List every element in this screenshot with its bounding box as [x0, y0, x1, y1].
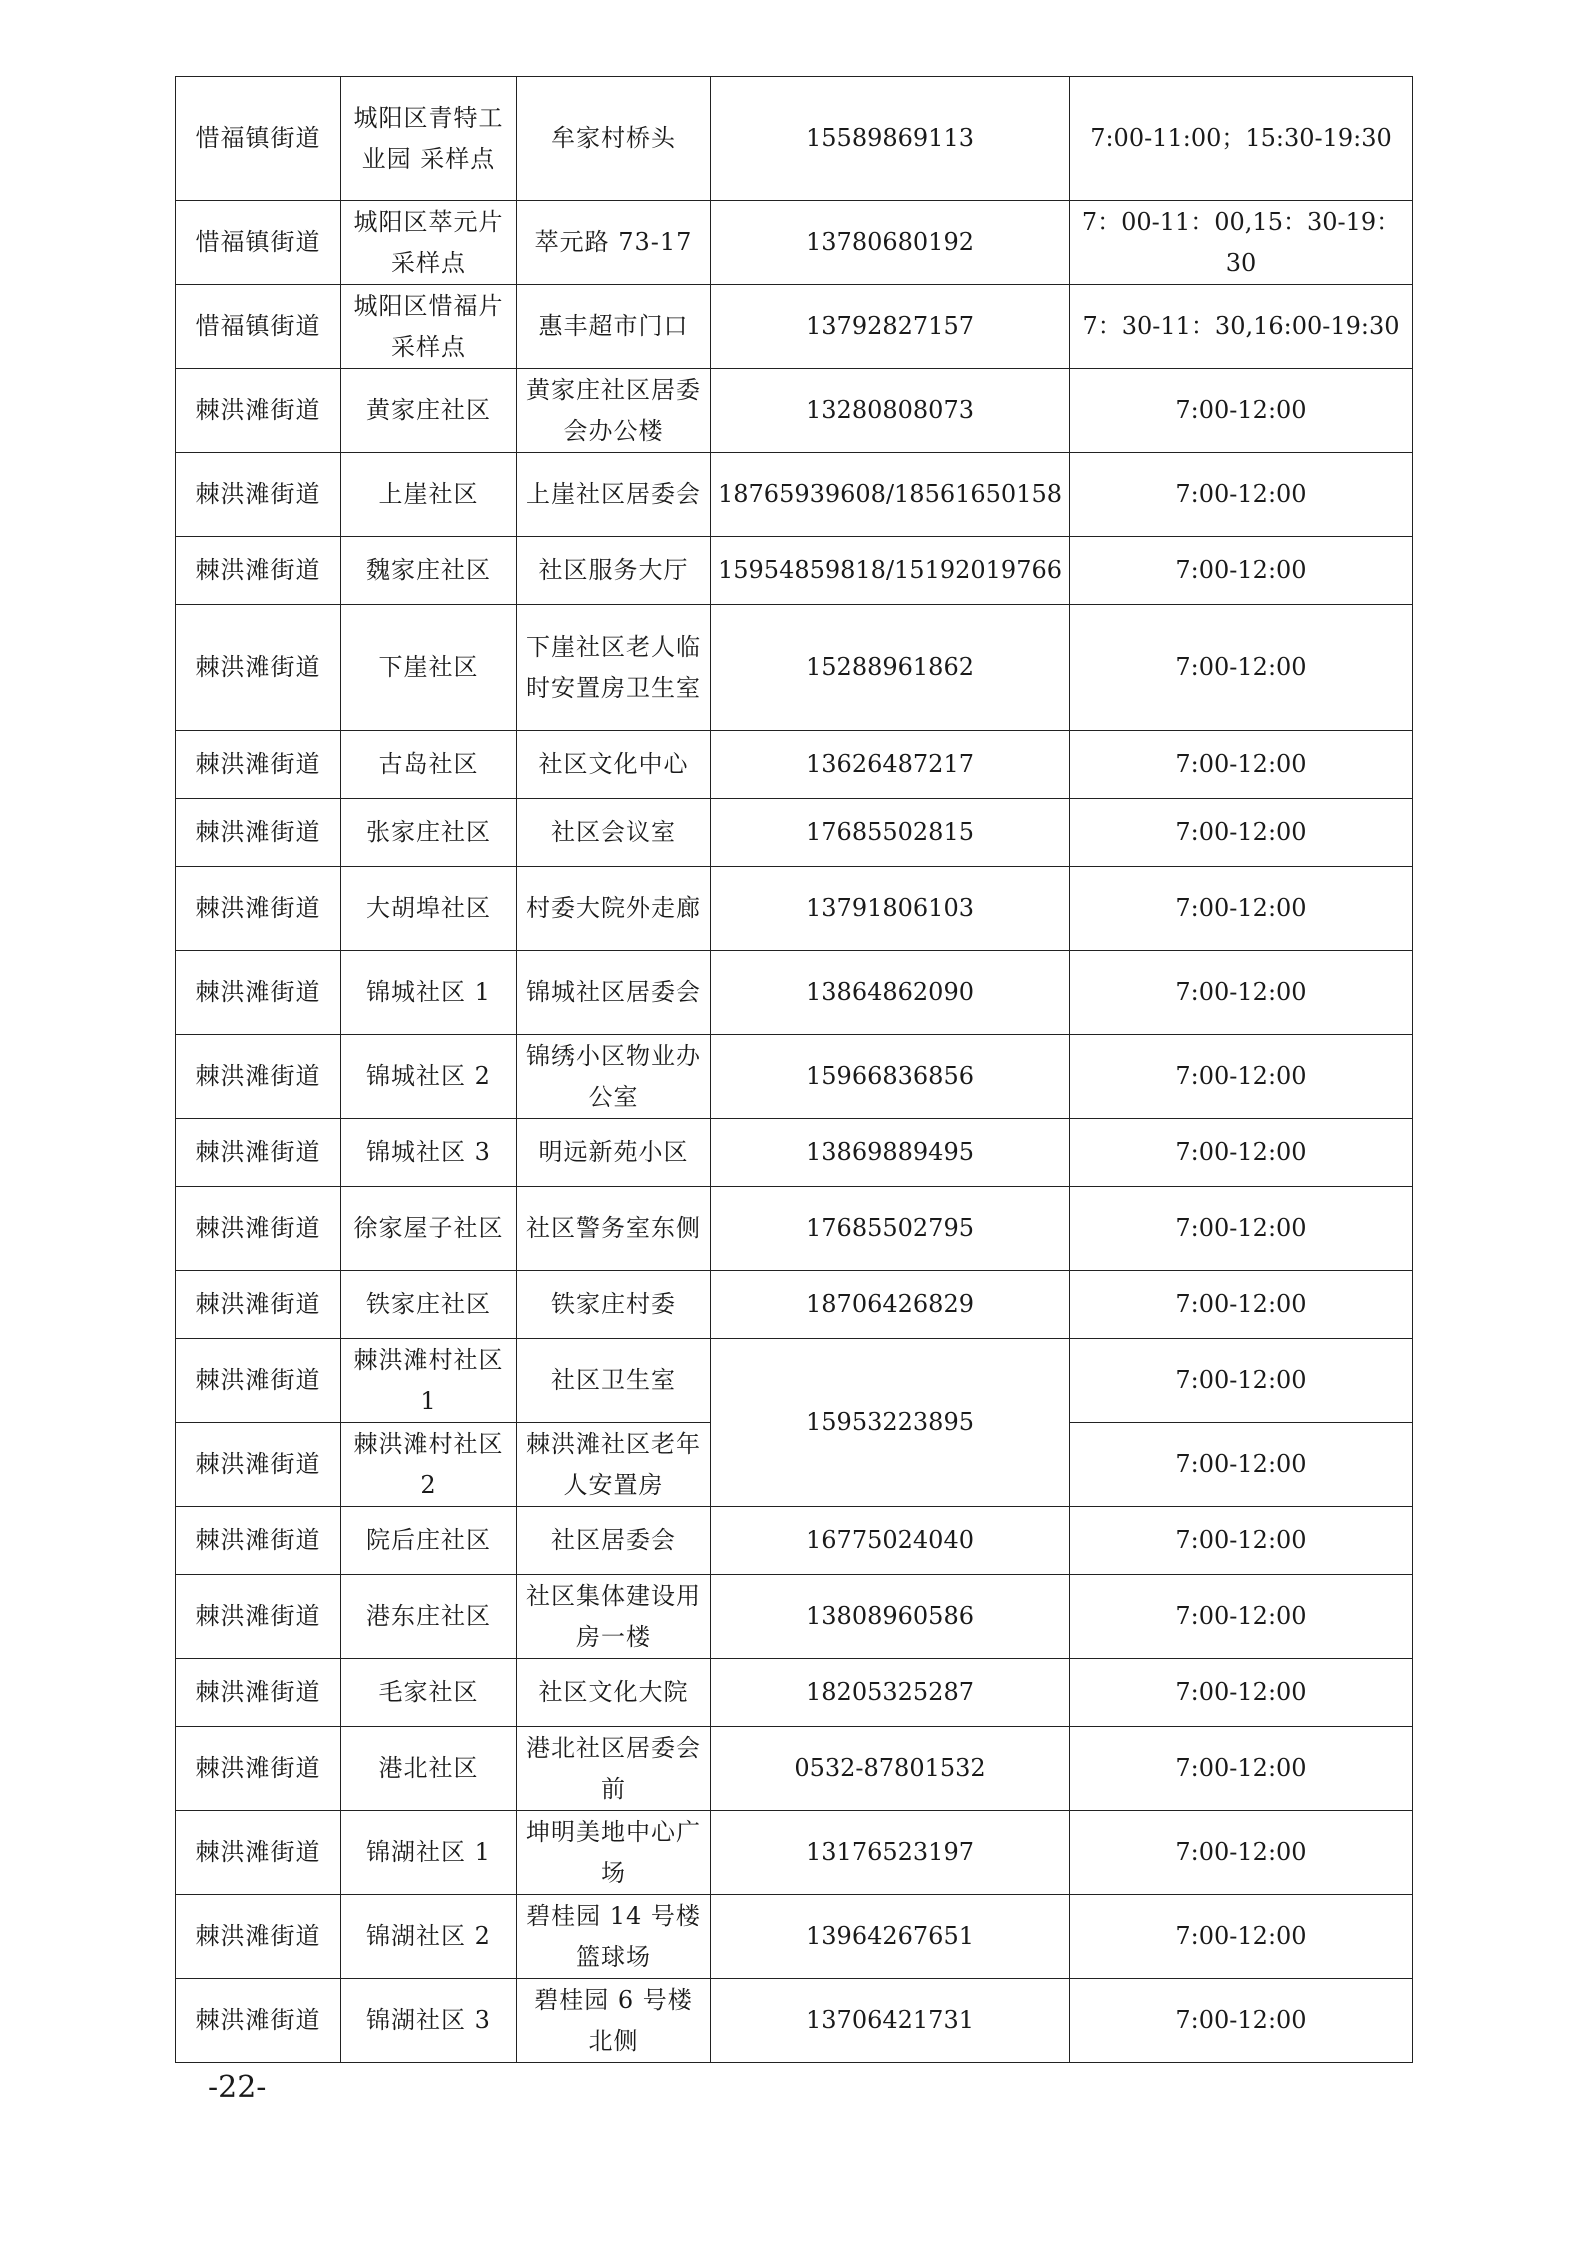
time-cell: 7:00-12:00: [1070, 1811, 1413, 1895]
site-name-cell: 魏家庄社区: [341, 537, 517, 605]
location-cell: 惠丰超市门口: [517, 285, 711, 369]
site-name-cell: 张家庄社区: [341, 799, 517, 867]
table-row: [176, 537, 1413, 605]
phone-cell: 13791806103: [711, 867, 1070, 951]
street-cell: 棘洪滩街道: [176, 1659, 341, 1727]
table-row: [176, 1187, 1413, 1271]
location-cell: 锦城社区居委会: [517, 951, 711, 1035]
location-cell: 社区文化大院: [517, 1659, 711, 1727]
location-cell: 明远新苑小区: [517, 1119, 711, 1187]
site-name-cell: 徐家屋子社区: [341, 1187, 517, 1271]
time-cell: 7：30-11：30,16:00-19:30: [1070, 285, 1413, 369]
table-row: [176, 1811, 1413, 1895]
street-cell: 棘洪滩街道: [176, 1187, 341, 1271]
table-row: [176, 1895, 1413, 1979]
phone-cell: 0532-87801532: [711, 1727, 1070, 1811]
table-row: [176, 1271, 1413, 1339]
site-name-cell: 下崖社区: [341, 605, 517, 731]
phone-cell: 13626487217: [711, 731, 1070, 799]
location-cell: 黄家庄社区居委会办公楼: [517, 369, 711, 453]
street-cell: 棘洪滩街道: [176, 369, 341, 453]
location-cell: 坤明美地中心广场: [517, 1811, 711, 1895]
table-row: [176, 867, 1413, 951]
street-cell: 棘洪滩街道: [176, 605, 341, 731]
street-cell: 棘洪滩街道: [176, 1035, 341, 1119]
table-row: [176, 77, 1413, 201]
phone-cell: 17685502795: [711, 1187, 1070, 1271]
location-cell: 碧桂园 6 号楼北侧: [517, 1979, 711, 2063]
street-cell: 棘洪滩街道: [176, 1575, 341, 1659]
phone-cell: 15966836856: [711, 1035, 1070, 1119]
table-body: [176, 77, 1413, 2063]
street-cell: 棘洪滩街道: [176, 1507, 341, 1575]
table-row: [176, 1979, 1413, 2063]
site-name-cell: 毛家社区: [341, 1659, 517, 1727]
site-name-cell: 城阳区青特工业园 采样点: [341, 77, 517, 201]
table-row: [176, 731, 1413, 799]
time-cell: 7:00-12:00: [1070, 1423, 1413, 1507]
phone-cell: 13964267651: [711, 1895, 1070, 1979]
site-name-cell: 棘洪滩村社区 2: [341, 1423, 517, 1507]
site-name-cell: 锦湖社区 1: [341, 1811, 517, 1895]
table-row: [176, 605, 1413, 731]
phone-cell: 15954859818/15192019766: [711, 537, 1070, 605]
site-name-cell: 锦城社区 2: [341, 1035, 517, 1119]
time-cell: 7:00-12:00: [1070, 799, 1413, 867]
street-cell: 棘洪滩街道: [176, 1119, 341, 1187]
table-row: [176, 285, 1413, 369]
location-cell: 社区警务室东侧: [517, 1187, 711, 1271]
time-cell: 7:00-12:00: [1070, 1895, 1413, 1979]
location-cell: 社区卫生室: [517, 1339, 711, 1423]
phone-cell: 13869889495: [711, 1119, 1070, 1187]
location-cell: 社区服务大厅: [517, 537, 711, 605]
street-cell: 棘洪滩街道: [176, 867, 341, 951]
site-name-cell: 港东庄社区: [341, 1575, 517, 1659]
location-cell: 社区居委会: [517, 1507, 711, 1575]
time-cell: 7:00-12:00: [1070, 605, 1413, 731]
street-cell: 棘洪滩街道: [176, 951, 341, 1035]
time-cell: 7:00-12:00: [1070, 1575, 1413, 1659]
location-cell: 锦绣小区物业办公室: [517, 1035, 711, 1119]
phone-cell: 18706426829: [711, 1271, 1070, 1339]
table-row: [176, 1035, 1413, 1119]
table-row: [176, 369, 1413, 453]
time-cell: 7:00-12:00: [1070, 731, 1413, 799]
table-row: [176, 1507, 1413, 1575]
location-cell: 碧桂园 14 号楼篮球场: [517, 1895, 711, 1979]
time-cell: 7:00-12:00: [1070, 1187, 1413, 1271]
phone-cell: 15953223895: [711, 1339, 1070, 1507]
street-cell: 棘洪滩街道: [176, 1979, 341, 2063]
location-cell: 社区文化中心: [517, 731, 711, 799]
table-row: [176, 951, 1413, 1035]
time-cell: 7:00-12:00: [1070, 1659, 1413, 1727]
street-cell: 棘洪滩街道: [176, 1727, 341, 1811]
street-cell: 棘洪滩街道: [176, 1339, 341, 1423]
time-cell: 7：00-11：00,15：30-19：30: [1070, 201, 1413, 285]
location-cell: 社区集体建设用房一楼: [517, 1575, 711, 1659]
site-name-cell: 大胡埠社区: [341, 867, 517, 951]
location-cell: 港北社区居委会前: [517, 1727, 711, 1811]
street-cell: 棘洪滩街道: [176, 1423, 341, 1507]
site-name-cell: 锦湖社区 2: [341, 1895, 517, 1979]
phone-cell: 15589869113: [711, 77, 1070, 201]
phone-cell: 18765939608/18561650158: [711, 453, 1070, 537]
site-name-cell: 锦城社区 3: [341, 1119, 517, 1187]
time-cell: 7:00-12:00: [1070, 1271, 1413, 1339]
site-name-cell: 城阳区惜福片采样点: [341, 285, 517, 369]
phone-cell: 13280808073: [711, 369, 1070, 453]
location-cell: 萃元路 73-17: [517, 201, 711, 285]
time-cell: 7:00-12:00: [1070, 1507, 1413, 1575]
site-name-cell: 黄家庄社区: [341, 369, 517, 453]
site-name-cell: 院后庄社区: [341, 1507, 517, 1575]
phone-cell: 13864862090: [711, 951, 1070, 1035]
table-row: [176, 1727, 1413, 1811]
street-cell: 棘洪滩街道: [176, 453, 341, 537]
time-cell: 7:00-11:00；15:30-19:30: [1070, 77, 1413, 201]
table-row: [176, 1575, 1413, 1659]
street-cell: 棘洪滩街道: [176, 799, 341, 867]
site-name-cell: 铁家庄社区: [341, 1271, 517, 1339]
site-name-cell: 锦湖社区 3: [341, 1979, 517, 2063]
phone-cell: 13808960586: [711, 1575, 1070, 1659]
site-name-cell: 锦城社区 1: [341, 951, 517, 1035]
site-name-cell: 城阳区萃元片采样点: [341, 201, 517, 285]
location-cell: 铁家庄村委: [517, 1271, 711, 1339]
sampling-sites-table: [175, 76, 1413, 2063]
street-cell: 惜福镇街道: [176, 77, 341, 201]
phone-cell: 18205325287: [711, 1659, 1070, 1727]
time-cell: 7:00-12:00: [1070, 951, 1413, 1035]
street-cell: 惜福镇街道: [176, 285, 341, 369]
time-cell: 7:00-12:00: [1070, 453, 1413, 537]
street-cell: 惜福镇街道: [176, 201, 341, 285]
table-row: [176, 1659, 1413, 1727]
table-row: [176, 201, 1413, 285]
site-name-cell: 古岛社区: [341, 731, 517, 799]
location-cell: 上崖社区居委会: [517, 453, 711, 537]
phone-cell: 17685502815: [711, 799, 1070, 867]
street-cell: 棘洪滩街道: [176, 1811, 341, 1895]
location-cell: 棘洪滩社区老年人安置房: [517, 1423, 711, 1507]
time-cell: 7:00-12:00: [1070, 867, 1413, 951]
page-number: -22-: [208, 2070, 267, 2105]
location-cell: 牟家村桥头: [517, 77, 711, 201]
table-row: [176, 799, 1413, 867]
street-cell: 棘洪滩街道: [176, 1271, 341, 1339]
location-cell: 村委大院外走廊: [517, 867, 711, 951]
time-cell: 7:00-12:00: [1070, 537, 1413, 605]
site-name-cell: 棘洪滩村社区 1: [341, 1339, 517, 1423]
street-cell: 棘洪滩街道: [176, 731, 341, 799]
phone-cell: 13780680192: [711, 201, 1070, 285]
phone-cell: 13176523197: [711, 1811, 1070, 1895]
street-cell: 棘洪滩街道: [176, 1895, 341, 1979]
street-cell: 棘洪滩街道: [176, 537, 341, 605]
time-cell: 7:00-12:00: [1070, 1339, 1413, 1423]
location-cell: 下崖社区老人临时安置房卫生室: [517, 605, 711, 731]
time-cell: 7:00-12:00: [1070, 1119, 1413, 1187]
table-row: [176, 1339, 1413, 1423]
time-cell: 7:00-12:00: [1070, 1727, 1413, 1811]
phone-cell: 13792827157: [711, 285, 1070, 369]
location-cell: 社区会议室: [517, 799, 711, 867]
phone-cell: 16775024040: [711, 1507, 1070, 1575]
phone-cell: 15288961862: [711, 605, 1070, 731]
site-name-cell: 上崖社区: [341, 453, 517, 537]
table-row: [176, 1119, 1413, 1187]
phone-cell: 13706421731: [711, 1979, 1070, 2063]
time-cell: 7:00-12:00: [1070, 1035, 1413, 1119]
time-cell: 7:00-12:00: [1070, 369, 1413, 453]
site-name-cell: 港北社区: [341, 1727, 517, 1811]
time-cell: 7:00-12:00: [1070, 1979, 1413, 2063]
table-row: [176, 453, 1413, 537]
